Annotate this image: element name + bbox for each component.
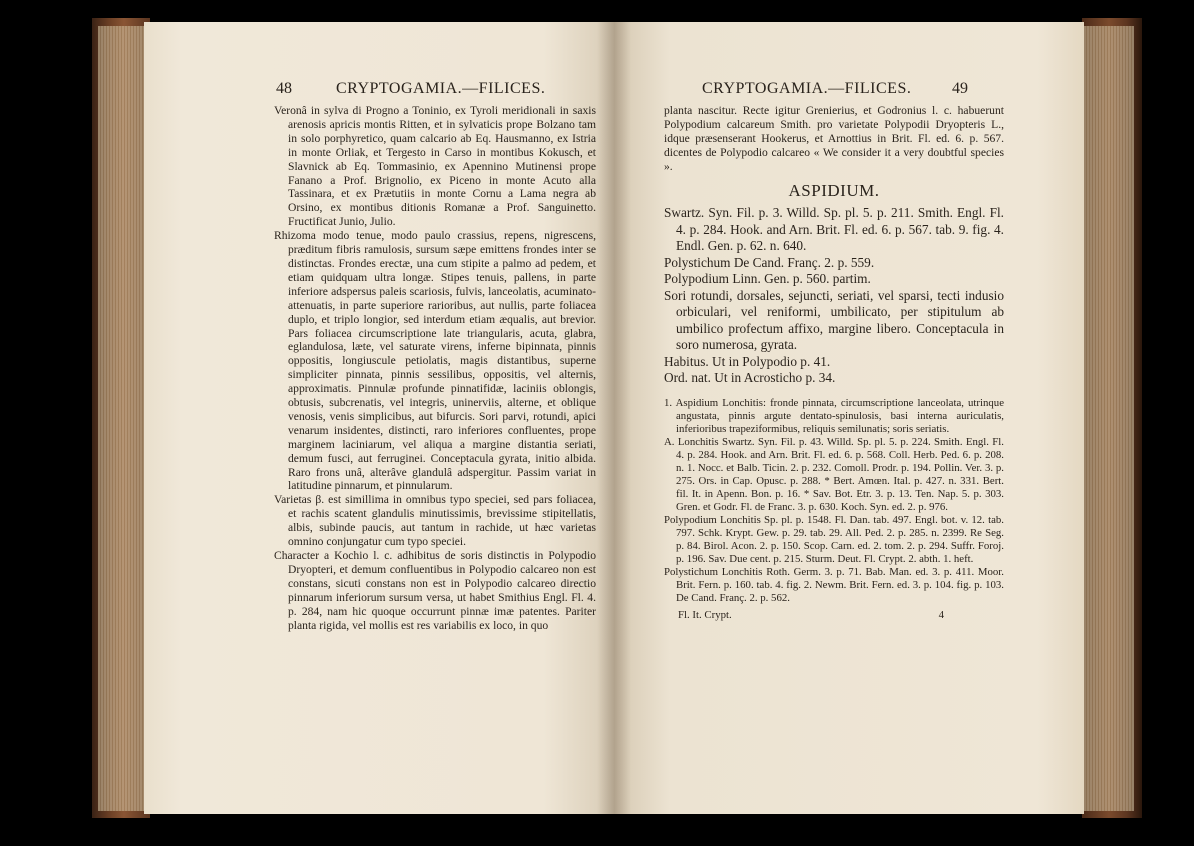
right-page-edges xyxy=(1084,26,1134,811)
paragraph-rhizoma: Rhizoma modo tenue, modo paulo crassius, repens, nigrescens, præditum fibris ramulosis, sursum sæpe emittens frondes inter se distinctas. Frondes erectæ, una cum stipite a palmo ad pedem, et etiam quidquam ultra longæ. Stipes tenuis, pallens, in parte inferiore adspersus paleis scariosis, fulvis, lanceolatis, acuminato-attenuatis, in parte superiore rarioribus, aut nullis, parte foliacea duplo, et triplo longior, sed interdum etiam æqualis, aut brevior. Pars foliacea circumscriptione late triangularis, acuta, glabra, eglandulosa, læte, vel saturate virens, inferne bipinnata, pinnis oppositis, longiuscule petiolatis, magis distantibus, superne simpliciter pinnata, pinnis sessilibus, oppositis, vel alternis, approximatis. Pinnulæ profunde pinnatifidæ, laciniis oblongis, obtusis, subcrenatis, vel integris, uninerviis, alterne, et oblique venosis, venis simplicibus, aut bifurcis. Sori parvi, rotundi, apici venarum insidentes, distincti, raro inferiores confluentes, prope marginem laciniarum, vel aliqua a margine distantia seriati, demum fusci, aut ferruginei. Conceptacula gyrata, initio albida. Raro frons unâ, alterâve glandulâ adspergitur. Passim variat in latitudine pinnarum, et pinnularum. xyxy=(274,229,596,493)
left-page xyxy=(144,22,614,814)
species-references-a: A. Lonchitis Swartz. Syn. Fil. p. 43. Willd. Sp. pl. 5. p. 224. Smith. Engl. Fl. 4. p. 284. Hook. and Arn. Brit. Fl. ed. 6. p. 568. Coll. Herb. Ped. 6. p. 208. n. 1. Nocc. et Balb. Ticin. 2. p. 232. Comoll. Prodr. p. 194. Pollin. Ver. 3. p. 275. Ors. in Cap. Opusc. p. 288. * Bert. Amœn. Ital. p. 427. n. 331. Bert. fil. It. in Apenn. Bon. p. 16. * Sav. Bot. Etr. 3. p. 13. Ten. Nap. 5. p. 303. Gren. et Godr. Fl. de Franc. 3. p. 630. Koch. Syn. ed. 2. p. 976. xyxy=(664,435,1004,513)
gutter-shadow xyxy=(597,22,631,814)
left-page-number: 48 xyxy=(276,80,292,97)
paragraph-character: Character a Kochio l. c. adhibitus de soris distinctis in Polypodio Dryopteri, et demum confluentibus in Polypodio calcareo non est constans, sicuti constans non est in Polypodio calcareo directio pinnarum inferiorum sursum versa, ut habet Smithius Engl. Fl. 4. p. 284, nam hic quoque occurrunt pinnæ imæ patentes. Pariter planta rigida, vel mollis est res variabilis ex loco, in quo xyxy=(274,549,596,632)
left-page-body xyxy=(274,104,596,632)
left-page-edges xyxy=(98,26,148,811)
ord-nat-line: Ord. nat. Ut in Acrosticho p. 34. xyxy=(664,370,836,386)
paragraph-varietas: Varietas β. est simillima in omnibus typo speciei, sed pars foliacea, et rachis scatent glandulis minutissimis, brevissime stipitellatis, albis, subinde paucis, aut tantum in rachide, ut hæc varietas omnino conjungatur cum typo speciei. xyxy=(274,493,596,549)
right-page xyxy=(614,22,1084,814)
synonym-swartz: Swartz. Syn. Fil. p. 3. Willd. Sp. pl. 5. p. 211. Smith. Engl. Fl. 4. p. 284. Hook. and Arn. Brit. Fl. ed. 6. p. 567. tab. 9. fig. 4. Endl. Gen. p. 62. n. 640. xyxy=(664,205,1004,254)
paragraph-localities: Veronâ in sylva di Progno a Toninio, ex Tyroli meridionali in saxis arenosis apricis montis Ritten, et in sylvaticis prope Bolzano tam in solo porphyretico, quam calcario ab Eq. Hausmanno, ex Istria in monte Orliak, et Tergesto in Carso in montibus Kokusch, et Slavnick ab Eq. Tommasinio, ex Apennino Mutinensi prope Fanano a Prof. Brignolio, ex Piceno in monte Acuto alla Tassinara, et ex Prætutiis in monte Cornu a Lama negra ab Orsino, ex montibus ditionis Romanæ a Prof. Sanguinetto. Fructificat Junio, Julio. xyxy=(274,104,596,229)
page-footer xyxy=(664,609,1004,623)
species-diagnosis: 1. Aspidium Lonchitis: fronde pinnata, circumscriptione lanceolata, utrinque angustata, pinnis argute dentato-spinulosis, basi interna auriculatis, inferioribus trapeziformibus, reliquis semilunatis; soris seriatis. xyxy=(664,396,1004,435)
right-page-number: 49 xyxy=(952,80,968,97)
left-running-header: CRYPTOGAMIA.—FILICES. xyxy=(336,80,546,97)
section-title: ASPIDIUM. xyxy=(788,180,880,200)
synonym-polystichum: Polystichum De Cand. Franç. 2. p. 559. xyxy=(664,254,875,270)
species-references-polystichum: Polystichum Lonchitis Roth. Germ. 3. p. 71. Bab. Man. ed. 3. p. 411. Moor. Brit. Fern. p. 160. tab. 4. fig. 2. Newm. Brit. Fern. ed. 3. p. 104. fig. p. 103. De Cand. Franç. 2. p. 562. xyxy=(664,565,1004,604)
genus-description: Sori rotundi, dorsales, sejuncti, seriati, vel sparsi, tecti indusio orbiculari, vel reniformi, umbilicato, per stipitulum ab umbilico profectum affixo, margine libero. Conceptacula in soro numerosa, gyrata. xyxy=(664,287,1004,353)
habitus-line: Habitus. Ut in Polypodio p. 41. xyxy=(664,353,831,369)
footer-signature: Fl. It. Crypt. xyxy=(678,608,732,621)
footer-sheet-number: 4 xyxy=(938,608,944,621)
synonym-polypodium: Polypodium Linn. Gen. p. 560. partim. xyxy=(664,271,871,287)
open-book xyxy=(92,18,1142,818)
right-running-header: CRYPTOGAMIA.—FILICES. xyxy=(702,80,912,97)
paragraph-intro: planta nascitur. Recte igitur Grenierius, et Godronius l. c. habuerunt Polypodium calcareum Smith. pro varietate Polypodii Dryopteris L., idque præsenserant Hookerus, et Arnottius in Brit. Fl. ed. 6. p. 567. dicentes de Polypodio calcareo « We consider it a very doubtful species ». xyxy=(664,104,1004,173)
species-references-polypodium: Polypodium Lonchitis Sp. pl. p. 1548. Fl. Dan. tab. 497. Engl. bot. v. 12. tab. 797. Schk. Krypt. Gew. p. 29. tab. 29. All. Ped. 2. p. 285. n. 2399. Re Seg. p. 84. Birol. Acon. 2. p. 150. Scop. Carn. ed. 2. tom. 2. p. 294. Suffr. Foroj. p. 196. Sav. Due cent. p. 215. Sturm. Deut. Fl. Crypt. 2. abth. 1. heft. xyxy=(664,513,1004,565)
right-page-body xyxy=(664,104,1004,623)
